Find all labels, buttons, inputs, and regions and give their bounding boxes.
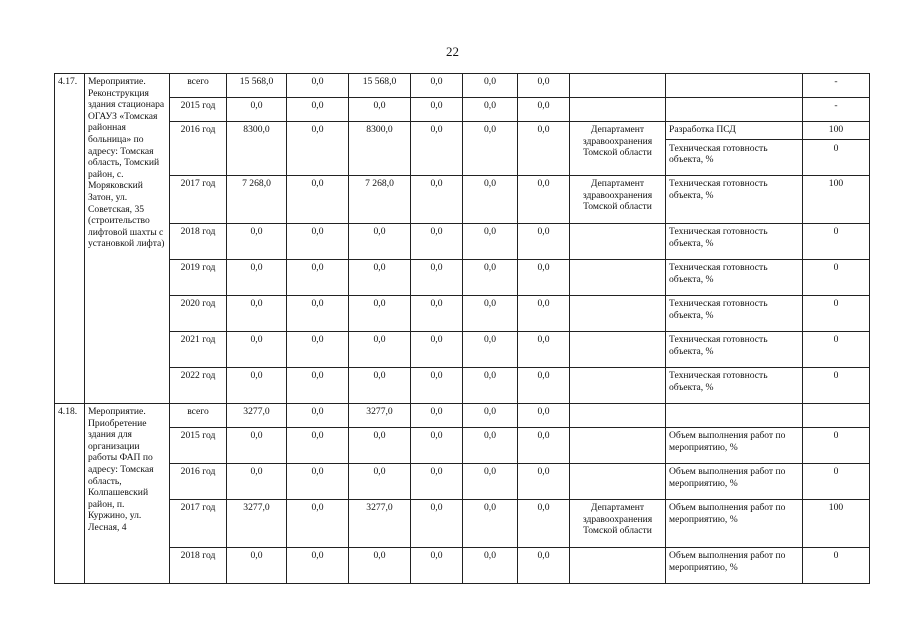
- executor-cell: [570, 74, 666, 98]
- page-number: 22: [446, 44, 459, 59]
- value-cell-v1: 0,0: [287, 296, 349, 332]
- value-cell-total: 8300,0: [227, 122, 287, 176]
- indicator-text: Объем выполнения работ по мероприятию, %: [669, 430, 786, 453]
- value-cell-total: 7 268,0: [227, 176, 287, 224]
- value-cell-v1: 0,0: [287, 176, 349, 224]
- target-value: 100: [828, 124, 844, 135]
- value-cell-v2: 0,0: [349, 296, 411, 332]
- value-cell-total: 15 568,0: [227, 74, 287, 98]
- value-cell-v1: 0,0: [287, 260, 349, 296]
- table-row: [55, 98, 870, 122]
- year-cell: всего: [170, 74, 227, 98]
- table-row: [55, 548, 870, 584]
- value-cell-v4: 0,0: [463, 296, 518, 332]
- target-cell: [803, 176, 870, 224]
- indicator-cell: [666, 98, 803, 122]
- executor-cell: Департамент здравоохранения Томской области: [570, 176, 666, 224]
- value-cell-v3: 0,0: [411, 176, 463, 224]
- indicator-cell: [666, 428, 803, 464]
- executor-cell: [570, 368, 666, 404]
- table-row: [55, 122, 870, 176]
- value-cell-v5: 0,0: [518, 122, 570, 176]
- indicator-text: Объем выполнения работ по мероприятию, %: [669, 466, 786, 489]
- indicator-text: Техническая готовность объекта, %: [669, 226, 768, 249]
- executor-cell: [570, 260, 666, 296]
- value-cell-v3: 0,0: [411, 548, 463, 584]
- measure-number: 4.17.: [55, 74, 85, 404]
- executor-cell: [570, 332, 666, 368]
- indicator-text: Объем выполнения работ по мероприятию, %: [669, 550, 786, 573]
- value-cell-v5: 0,0: [518, 428, 570, 464]
- value-cell-v3: 0,0: [411, 260, 463, 296]
- value-cell-v2: 3277,0: [349, 500, 411, 548]
- value-cell-v5: 0,0: [518, 74, 570, 98]
- target-value: 0: [803, 139, 869, 155]
- table-row: [55, 74, 870, 98]
- measure-number: 4.18.: [55, 404, 85, 584]
- value-cell-v2: 7 268,0: [349, 176, 411, 224]
- table-row: [55, 404, 870, 428]
- target-cell: [803, 260, 870, 296]
- value-cell-v4: 0,0: [463, 548, 518, 584]
- value-cell-v5: 0,0: [518, 500, 570, 548]
- indicator-cell: [666, 464, 803, 500]
- target-value: 100: [828, 502, 844, 513]
- value-cell-v1: 0,0: [287, 500, 349, 548]
- value-cell-v1: 0,0: [287, 332, 349, 368]
- value-cell-v3: 0,0: [411, 332, 463, 368]
- value-cell-total: 3277,0: [227, 500, 287, 548]
- value-cell-v5: 0,0: [518, 224, 570, 260]
- value-cell-v5: 0,0: [518, 260, 570, 296]
- value-cell-v2: 0,0: [349, 98, 411, 122]
- year-cell: 2016 год: [170, 122, 227, 176]
- year-cell: 2015 год: [170, 428, 227, 464]
- executor-cell: Департамент здравоохранения Томской области: [570, 500, 666, 548]
- executor-cell: [570, 224, 666, 260]
- indicator-text: Техническая готовность объекта, %: [669, 262, 768, 285]
- value-cell-v4: 0,0: [463, 404, 518, 428]
- year-cell: 2019 год: [170, 260, 227, 296]
- table-row: [55, 224, 870, 260]
- indicator-cell: [666, 260, 803, 296]
- value-cell-v3: 0,0: [411, 464, 463, 500]
- value-cell-total: 0,0: [227, 428, 287, 464]
- value-cell-v5: 0,0: [518, 548, 570, 584]
- indicator-cell: [666, 548, 803, 584]
- value-cell-v5: 0,0: [518, 176, 570, 224]
- indicator-text: Техническая готовность объекта, %: [666, 139, 802, 166]
- year-cell: 2015 год: [170, 98, 227, 122]
- value-cell-v3: 0,0: [411, 98, 463, 122]
- target-cell: [803, 548, 870, 584]
- value-cell-total: 0,0: [227, 296, 287, 332]
- target-cell: [803, 122, 870, 176]
- target-cell: [803, 368, 870, 404]
- target-value: 0: [833, 334, 839, 345]
- indicator-cell: [666, 122, 803, 176]
- value-cell-v2: 8300,0: [349, 122, 411, 176]
- target-value: -: [834, 76, 838, 87]
- budget-table: [54, 73, 870, 584]
- value-cell-total: 0,0: [227, 224, 287, 260]
- target-cell: [803, 296, 870, 332]
- measure-description: Мероприятие. Приобретение здания для организации работы ФАП по адресу: Томская область, Колпашевский район, п. Куржино, ул. Лесная, 4: [85, 404, 170, 584]
- executor-cell: [570, 404, 666, 428]
- target-cell: [803, 500, 870, 548]
- table-body: [55, 74, 870, 584]
- target-cell: [803, 332, 870, 368]
- value-cell-v3: 0,0: [411, 428, 463, 464]
- indicator-cell: [666, 500, 803, 548]
- value-cell-v1: 0,0: [287, 404, 349, 428]
- value-cell-v2: 3277,0: [349, 404, 411, 428]
- value-cell-v2: 0,0: [349, 464, 411, 500]
- value-cell-v3: 0,0: [411, 368, 463, 404]
- value-cell-total: 0,0: [227, 548, 287, 584]
- year-cell: 2016 год: [170, 464, 227, 500]
- value-cell-v4: 0,0: [463, 500, 518, 548]
- executor-cell: [570, 464, 666, 500]
- table-row: [55, 464, 870, 500]
- value-cell-v4: 0,0: [463, 176, 518, 224]
- value-cell-v4: 0,0: [463, 260, 518, 296]
- value-cell-v2: 0,0: [349, 548, 411, 584]
- target-value: 0: [833, 262, 839, 273]
- value-cell-v3: 0,0: [411, 500, 463, 548]
- value-cell-v5: 0,0: [518, 98, 570, 122]
- year-cell: 2017 год: [170, 500, 227, 548]
- value-cell-v2: 0,0: [349, 332, 411, 368]
- target-value: 0: [833, 430, 839, 441]
- value-cell-v1: 0,0: [287, 368, 349, 404]
- indicator-cell: [666, 176, 803, 224]
- indicator-cell: [666, 74, 803, 98]
- table-row: [55, 368, 870, 404]
- indicator-text: Техническая готовность объекта, %: [669, 178, 768, 201]
- value-cell-v3: 0,0: [411, 224, 463, 260]
- value-cell-total: 0,0: [227, 260, 287, 296]
- value-cell-v4: 0,0: [463, 428, 518, 464]
- value-cell-v1: 0,0: [287, 74, 349, 98]
- year-cell: 2020 год: [170, 296, 227, 332]
- target-value: 0: [833, 298, 839, 309]
- value-cell-total: 3277,0: [227, 404, 287, 428]
- value-cell-v4: 0,0: [463, 122, 518, 176]
- value-cell-v3: 0,0: [411, 404, 463, 428]
- executor-cell: Департамент здравоохранения Томской области: [570, 122, 666, 176]
- target-value: 0: [833, 550, 839, 561]
- table-row: [55, 296, 870, 332]
- target-value: 0: [833, 466, 839, 477]
- value-cell-v2: 0,0: [349, 224, 411, 260]
- value-cell-v1: 0,0: [287, 122, 349, 176]
- value-cell-v4: 0,0: [463, 368, 518, 404]
- indicator-text: Разработка ПСД: [669, 124, 736, 135]
- value-cell-v1: 0,0: [287, 428, 349, 464]
- value-cell-v1: 0,0: [287, 464, 349, 500]
- value-cell-v3: 0,0: [411, 74, 463, 98]
- target-value: 100: [828, 178, 844, 189]
- value-cell-v2: 0,0: [349, 260, 411, 296]
- indicator-text: Техническая готовность объекта, %: [669, 370, 768, 393]
- target-cell: [803, 428, 870, 464]
- value-cell-total: 0,0: [227, 332, 287, 368]
- indicator-cell: [666, 404, 803, 428]
- indicator-cell: [666, 224, 803, 260]
- executor-cell: [570, 428, 666, 464]
- indicator-text: Техническая готовность объекта, %: [669, 334, 768, 357]
- table-row: [55, 332, 870, 368]
- year-cell: 2021 год: [170, 332, 227, 368]
- indicator-cell: [666, 368, 803, 404]
- indicator-cell: [666, 296, 803, 332]
- year-cell: 2018 год: [170, 548, 227, 584]
- value-cell-v4: 0,0: [463, 74, 518, 98]
- target-cell: [803, 98, 870, 122]
- value-cell-total: 0,0: [227, 464, 287, 500]
- value-cell-v5: 0,0: [518, 296, 570, 332]
- executor-cell: [570, 98, 666, 122]
- value-cell-v5: 0,0: [518, 404, 570, 428]
- target-value: 0: [833, 370, 839, 381]
- indicator-text: Техническая готовность объекта, %: [669, 298, 768, 321]
- table-row: [55, 500, 870, 548]
- value-cell-v4: 0,0: [463, 224, 518, 260]
- value-cell-v4: 0,0: [463, 332, 518, 368]
- year-cell: 2018 год: [170, 224, 227, 260]
- value-cell-v2: 0,0: [349, 368, 411, 404]
- value-cell-total: 0,0: [227, 368, 287, 404]
- table-row: [55, 260, 870, 296]
- executor-cell: [570, 548, 666, 584]
- value-cell-total: 0,0: [227, 98, 287, 122]
- value-cell-v2: 15 568,0: [349, 74, 411, 98]
- value-cell-v5: 0,0: [518, 368, 570, 404]
- measure-description: Мероприятие. Реконструкция здания стационара ОГАУЗ «Томская районная больница» по адресу: Томская область, Томский район, с. Моряковский Затон, ул. Советская, 35 (строительство лифтовой шахты с установкой лифта): [85, 74, 170, 404]
- target-cell: [803, 404, 870, 428]
- value-cell-v4: 0,0: [463, 464, 518, 500]
- year-cell: 2017 год: [170, 176, 227, 224]
- year-cell: 2022 год: [170, 368, 227, 404]
- target-cell: [803, 464, 870, 500]
- target-cell: [803, 224, 870, 260]
- value-cell-v5: 0,0: [518, 464, 570, 500]
- value-cell-v4: 0,0: [463, 98, 518, 122]
- indicator-text: Объем выполнения работ по мероприятию, %: [669, 502, 786, 525]
- value-cell-v1: 0,0: [287, 224, 349, 260]
- value-cell-v2: 0,0: [349, 428, 411, 464]
- table-row: [55, 428, 870, 464]
- indicator-cell: [666, 332, 803, 368]
- executor-cell: [570, 296, 666, 332]
- value-cell-v1: 0,0: [287, 98, 349, 122]
- year-cell: всего: [170, 404, 227, 428]
- target-value: 0: [833, 226, 839, 237]
- value-cell-v5: 0,0: [518, 332, 570, 368]
- target-value: -: [834, 100, 838, 111]
- value-cell-v3: 0,0: [411, 122, 463, 176]
- table-row: [55, 176, 870, 224]
- value-cell-v1: 0,0: [287, 548, 349, 584]
- value-cell-v3: 0,0: [411, 296, 463, 332]
- target-cell: [803, 74, 870, 98]
